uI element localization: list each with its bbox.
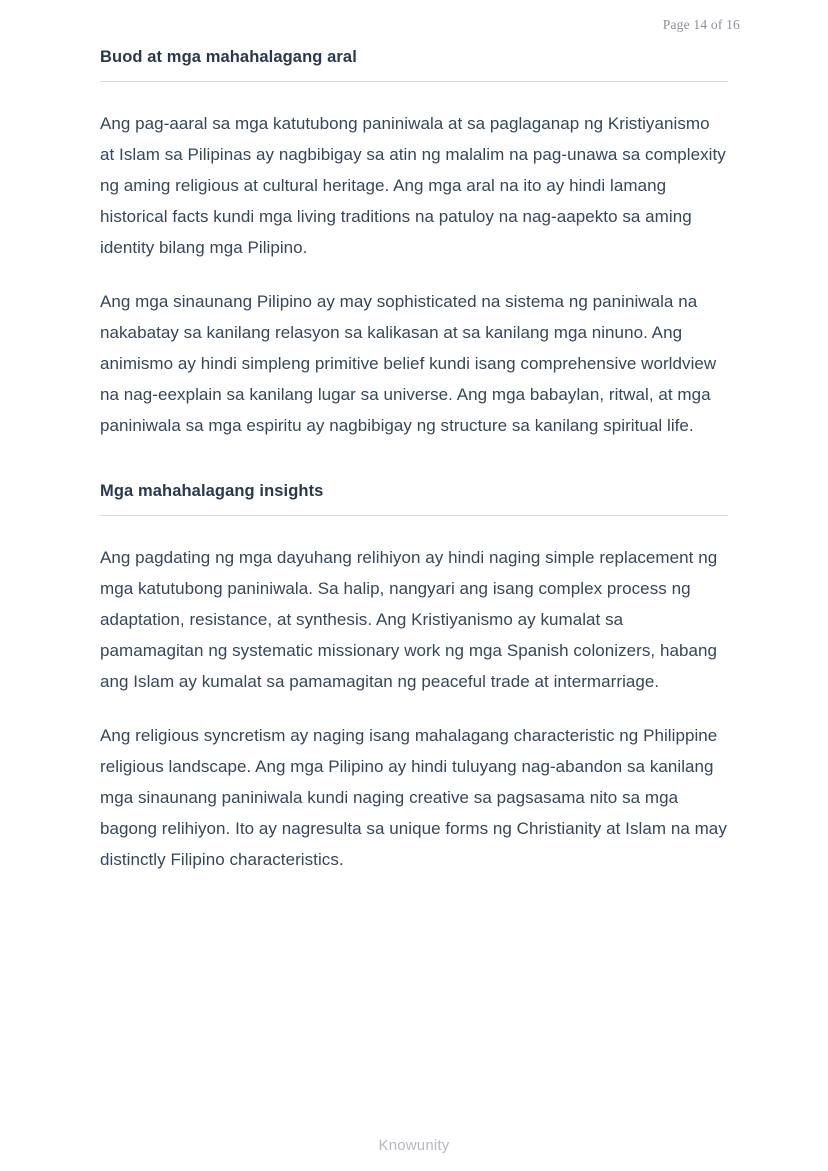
page-number-indicator: Page 14 of 16 [662,17,740,32]
paragraph: Ang pagdating ng mga dayuhang relihiyon ay hindi naging simple replacement ng mga katutubong paniniwala. Sa halip, nangyari ang isang complex process ng adaptation, resistance, at synthesis. Ang Kristiyanismo ay kumalat sa pamamagitan ng systematic missionary work ng mga Spanish colonizers, habang ang Islam ay kumalat sa pamamagitan ng peaceful trade at intermarriage. [100,548,718,691]
paragraph: Ang mga sinaunang Pilipino ay may sophisticated na sistema ng paniniwala na nakabatay sa kanilang relasyon sa kalikasan at sa kanilang mga ninuno. Ang animismo ay hindi simpleng primitive belief kundi isang comprehensive worldview na nag-eexplain sa kanilang lugar sa universe. Ang mga babaylan, ritwal, at mga paniniwala sa mga espiritu ay nagbibigay ng structure sa kanilang spiritual life. [100,292,717,435]
section-summary [100,48,728,441]
section-heading: Mga mahahalagang insights [100,482,324,500]
section-divider [100,515,728,516]
section-divider [100,81,728,82]
paragraph: Ang religious syncretism ay naging isang mahalagang characteristic ng Philippine religious landscape. Ang mga Pilipino ay hindi tuluyang nag-abandon sa kanilang mga sinaunang paniniwala kundi naging creative sa pagsasama nito sa mga bagong relihiyon. Ito ay nagresulta sa unique forms ng Christianity at Islam na may distinctly Filipino characteristics. [100,726,727,869]
footer-brand: Knowunity [378,1137,450,1154]
section-heading: Buod at mga mahahalagang aral [100,48,357,66]
paragraph: Ang pag-aaral sa mga katutubong paniniwala at sa paglaganap ng Kristiyanismo at Islam sa Pilipinas ay nagbibigay sa atin ng malalim na pag-unawa sa complexity ng aming religious at cultural heritage. Ang mga aral na ito ay hindi lamang historical facts kundi mga living traditions na patuloy na nag-aapekto sa aming identity bilang mga Pilipino. [100,114,726,257]
section-insights [100,482,728,875]
document-content [100,48,728,909]
